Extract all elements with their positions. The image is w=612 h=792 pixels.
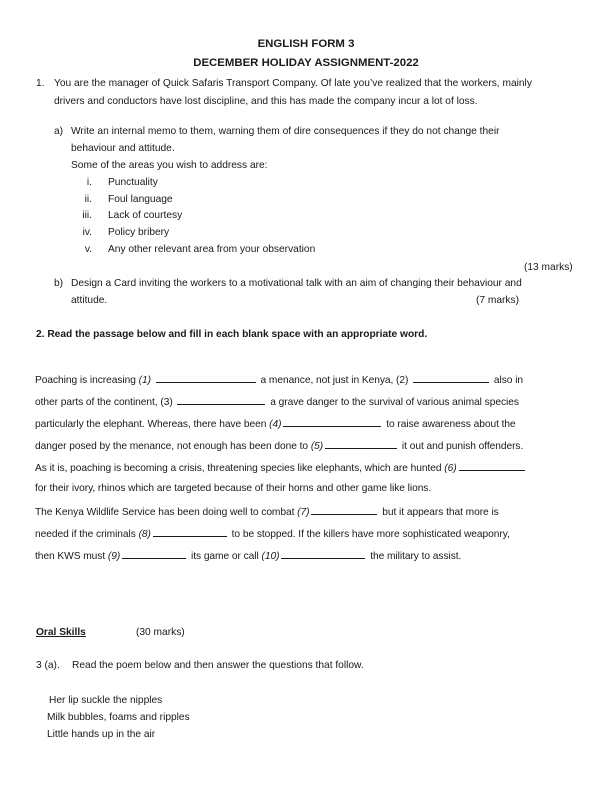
blank-6[interactable]	[459, 461, 525, 471]
passage-text: As it is, poaching is becoming a crisis, threatening species like elephants, which are hunted	[35, 463, 445, 474]
list-item: Punctuality	[108, 177, 158, 188]
blank-number: (1)	[138, 375, 151, 386]
passage-text: Poaching is increasing	[35, 375, 139, 386]
q1a-line1: Write an internal memo to them, warning them of dire consequences if they do not change their	[71, 126, 500, 137]
q1b-line1: Design a Card inviting the workers to a motivational talk with an aim of changing their behaviour and	[71, 278, 522, 289]
q2-heading: 2. Read the passage below and fill in each blank space with an appropriate word.	[36, 329, 428, 340]
passage-text: needed if the criminals	[35, 529, 139, 540]
passage-line	[35, 527, 510, 540]
passage-text: to be stopped. If the killers have more sophisticated weaponry,	[228, 529, 510, 540]
passage-text: it out and punish offenders.	[399, 441, 524, 452]
blank-number: (9)	[107, 551, 121, 562]
poem-line: Milk bubbles, foams and ripples	[47, 712, 190, 723]
q1b-line2: attitude.	[71, 295, 108, 306]
passage-text: but it appears that more is	[379, 507, 499, 518]
q3a-label: 3 (a).	[36, 660, 60, 671]
blank-2[interactable]	[413, 373, 489, 383]
list-item: Any other relevant area from your observation	[108, 244, 316, 255]
q1-intro-line2: drivers and conductors have lost discipline, and this has made the company incur a lot of loss.	[54, 96, 478, 107]
passage-text: its game or call	[188, 551, 262, 562]
poem-line: Little hands up in the air	[47, 729, 156, 740]
q1-intro-line1: You are the manager of Quick Safaris Transport Company. Of late you’ve realized that the workers, mainly	[54, 78, 532, 89]
blank-4[interactable]	[283, 417, 381, 427]
blank-number: (7)	[297, 507, 310, 518]
passage-text: danger posed by the menance, not enough has been done to	[35, 441, 311, 452]
q1a-label: a)	[54, 126, 64, 137]
passage-text: also in	[491, 375, 524, 386]
document-subtitle: DECEMBER HOLIDAY ASSIGNMENT-2022	[193, 57, 419, 69]
blank-8[interactable]	[153, 527, 227, 537]
passage-text: the military to assist.	[367, 551, 462, 562]
blank-number: (6)	[444, 463, 457, 474]
passage-text: particularly the elephant. Whereas, there have been	[35, 419, 270, 430]
passage-text: The Kenya Wildlife Service has been doing well to combat	[35, 507, 298, 518]
list-number: ii.	[84, 194, 92, 205]
blank-1[interactable]	[156, 373, 256, 383]
list-item: Lack of courtesy	[108, 210, 183, 221]
list-item: Policy bribery	[108, 227, 170, 238]
q1-number: 1.	[36, 78, 45, 89]
list-number: iv.	[82, 227, 92, 238]
passage-line	[35, 439, 523, 452]
passage-text: other parts of the continent, (3)	[35, 397, 176, 408]
passage-line	[35, 549, 461, 562]
list-number: iii.	[82, 210, 92, 221]
q1a-line2: behaviour and attitude.	[71, 143, 175, 154]
passage-line	[35, 461, 527, 474]
q1a-line3: Some of the areas you wish to address are:	[71, 160, 268, 171]
blank-9[interactable]	[122, 549, 186, 559]
q1b-label: b)	[54, 278, 64, 289]
passage-text: then KWS must	[35, 551, 108, 562]
passage-line	[35, 505, 499, 518]
passage-line	[35, 395, 519, 408]
blank-5[interactable]	[325, 439, 397, 449]
passage-line	[35, 373, 523, 386]
passage-line	[35, 483, 431, 494]
oral-skills-heading: Oral Skills	[36, 627, 86, 638]
q1a-marks: (13 marks)	[524, 262, 573, 273]
passage-line	[35, 417, 516, 430]
passage-text: to raise awareness about the	[383, 419, 516, 430]
blank-7[interactable]	[311, 505, 377, 515]
blank-3[interactable]	[177, 395, 265, 405]
q3a-instruction: Read the poem below and then answer the questions that follow.	[72, 660, 364, 671]
list-item: Foul language	[108, 194, 173, 205]
passage-text: for their ivory, rhinos which are targeted because of their horns and other game like lions.	[35, 483, 432, 494]
passage-text: a grave danger to the survival of various animal species	[267, 397, 519, 408]
blank-number: (8)	[138, 529, 151, 540]
blank-number: (5)	[310, 441, 324, 452]
passage-text: a menance, not just in Kenya, (2)	[257, 375, 412, 386]
blank-number: (10)	[261, 551, 280, 562]
q1b-marks: (7 marks)	[476, 295, 520, 306]
list-number: i.	[86, 177, 92, 188]
poem-line: Her lip suckle the nipples	[49, 695, 163, 706]
blank-number: (4)	[269, 419, 282, 430]
document-title: ENGLISH FORM 3	[257, 38, 355, 50]
list-number: v.	[84, 244, 92, 255]
blank-10[interactable]	[281, 549, 365, 559]
oral-skills-marks: (30 marks)	[136, 627, 185, 638]
